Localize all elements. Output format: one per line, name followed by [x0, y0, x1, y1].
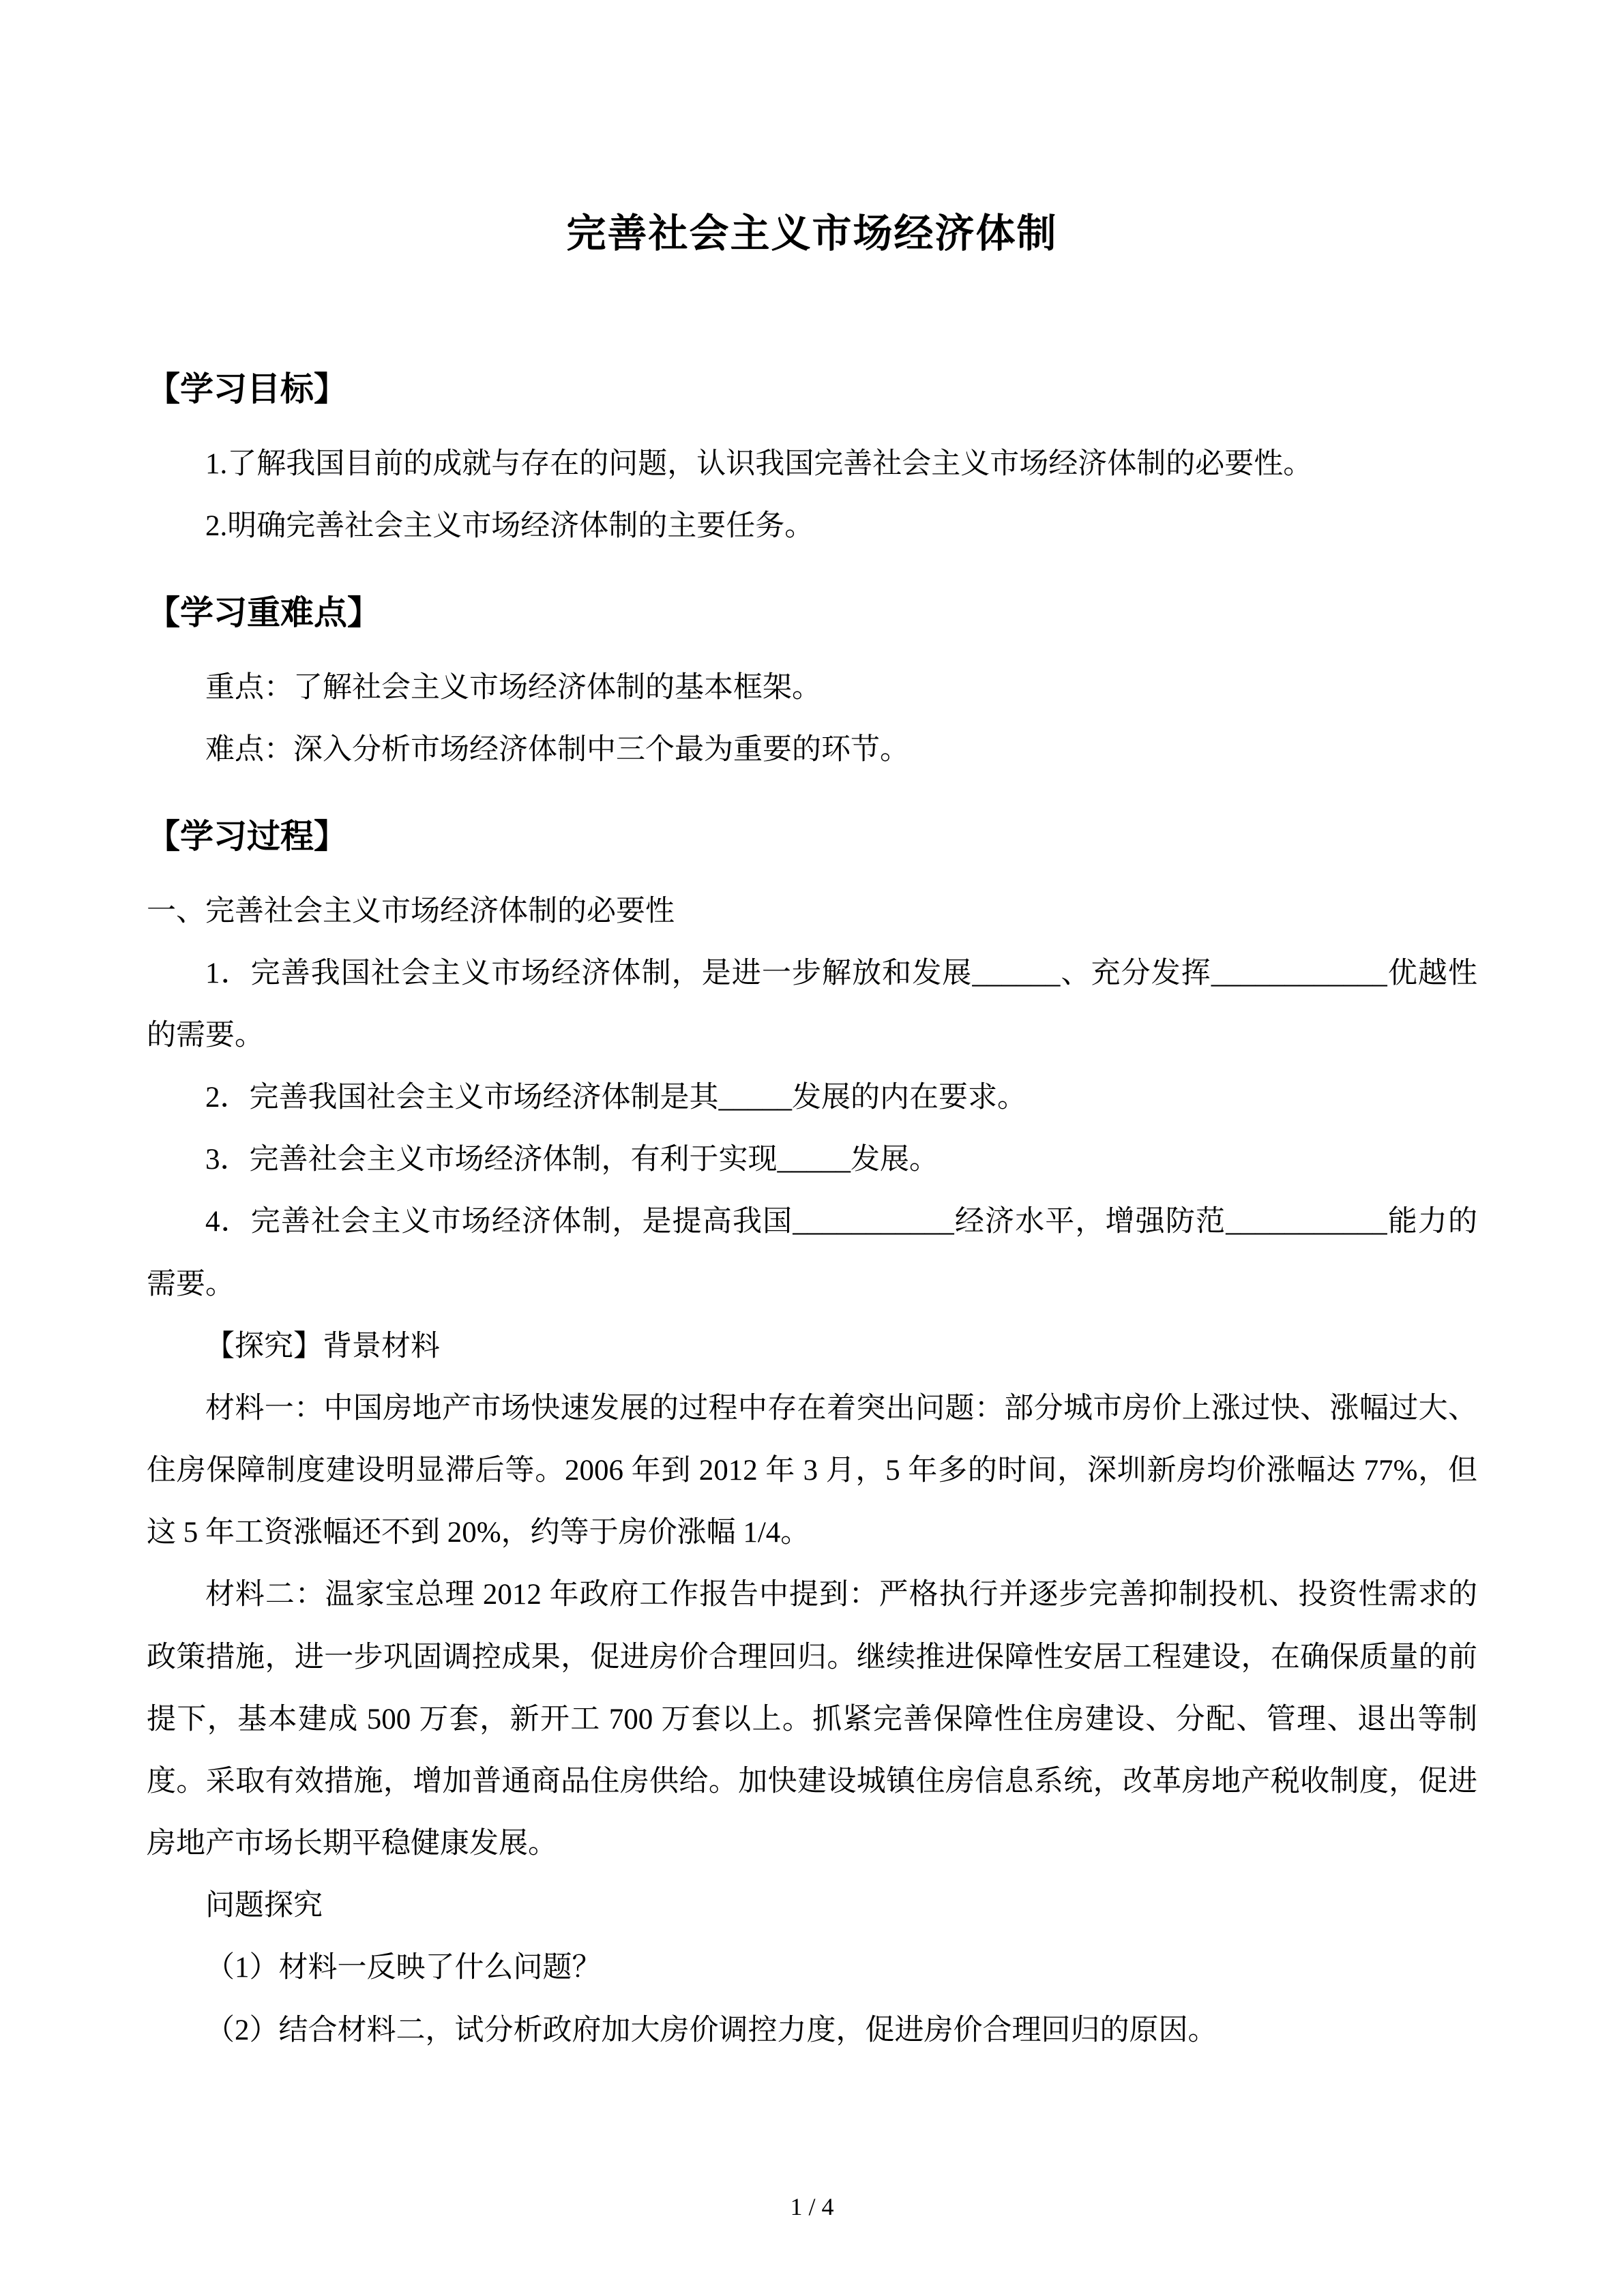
material-two-paragraph: 材料二：温家宝总理 2012 年政府工作报告中提到：严格执行并逐步完善抑制投机、投资性需求的政策措施，进一步巩固调控成果，促进房价合理回归。继续推进保障性安居工程建设，在确保质量的前提下，基本建成 500 万套，新开工 700 万套以上。抓紧完善保障性住房建设、分配、管理、退出等制度。采取有效措施，增加普通商品住房供给。加快建设城镇住房信息系统，改革房地产税收制度，促进房地产市场长期平稳健康发展。	[147, 1579, 1477, 1860]
question-item-1: （1）材料一反映了什么问题？	[205, 1952, 602, 1984]
question-inquiry-label: 问题探究	[205, 1890, 323, 1922]
heading-key-difficulties: 【学习重难点】	[147, 594, 381, 631]
necessity-item-3: 3．完善社会主义市场经济体制，有利于实现_____发展。	[205, 1144, 939, 1176]
key-point-item: 重点：了解社会主义市场经济体制的基本框架。	[205, 671, 821, 704]
heading-learning-process: 【学习过程】	[147, 818, 348, 855]
document-title: 完善社会主义市场经济体制	[566, 211, 1058, 256]
necessity-item-4: 4．完善社会主义市场经济体制，是提高我国___________经济水平，增强防范___________能力的需要。	[147, 1206, 1477, 1300]
heading-learning-goals: 【学习目标】	[147, 370, 348, 408]
question-item-2: （2）结合材料二，试分析政府加大房价调控力度，促进房价合理回归的原因。	[205, 2014, 1217, 2046]
necessity-item-1: 1．完善我国社会主义市场经济体制，是进一步解放和发展______、充分发挥____________优越性的需要。	[147, 957, 1477, 1052]
learning-goal-item-2: 2.明确完善社会主义市场经济体制的主要任务。	[205, 509, 814, 542]
inquiry-label: 【探究】背景材料	[205, 1330, 440, 1362]
learning-goal-item-1: 1.了解我国目前的成就与存在的问题，认识我国完善社会主义市场经济体制的必要性。	[205, 447, 1313, 480]
material-one-paragraph: 材料一：中国房地产市场快速发展的过程中存在着突出问题：部分城市房价上涨过快、涨幅过大、住房保障制度建设明显滞后等。2006 年到 2012 年 3 月，5 年多的时间，深圳新房均价涨幅达 77%，但这 5 年工资涨幅还不到 20%，约等于房价涨幅 1/4。	[147, 1392, 1477, 1549]
part-one-title: 一、完善社会主义市场经济体制的必要性	[147, 895, 675, 927]
page-number: 1 / 4	[790, 2193, 834, 2220]
necessity-item-2: 2．完善我国社会主义市场经济体制是其_____发展的内在要求。	[205, 1082, 1027, 1114]
difficulty-item: 难点：深入分析市场经济体制中三个最为重要的环节。	[205, 733, 909, 766]
